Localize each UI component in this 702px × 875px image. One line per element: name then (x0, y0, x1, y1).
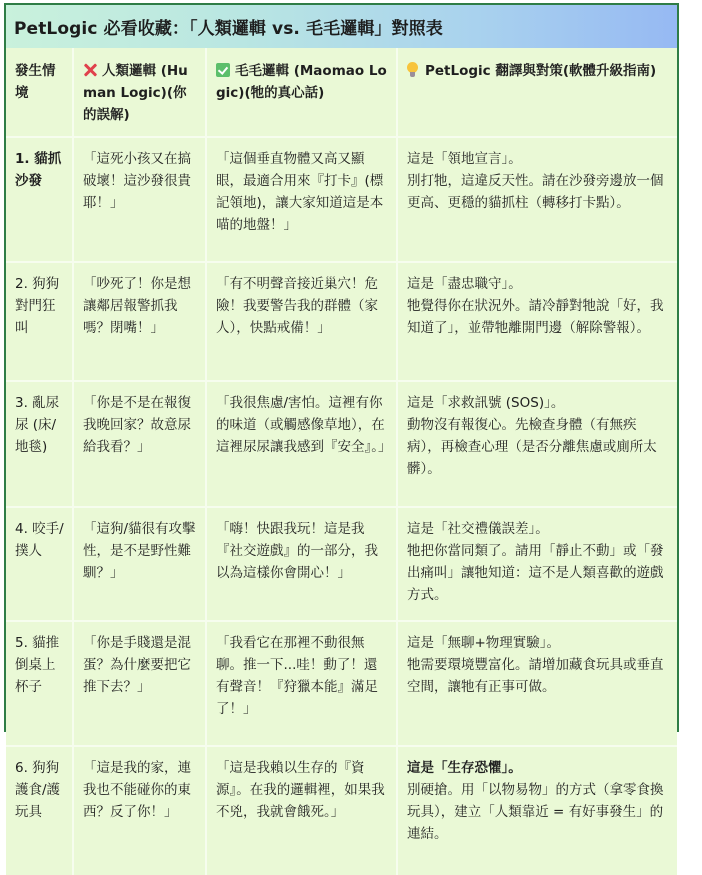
pet-logic-cell: 「這個垂直物體又高又顯眼，最適合用來『打卡』(標記領地)，讓大家知道這是本喵的地盤！」 (206, 137, 397, 262)
header-advice-label: PetLogic 翻譯與對策(軟體升級指南) (425, 63, 657, 79)
header-advice (397, 48, 677, 137)
advice-lead: 這是「盡忠職守」。 (407, 276, 522, 292)
human-logic-cell: 「這狗/貓很有攻擊性，是不是野性難馴？」 (73, 507, 206, 621)
header-human-logic-label: 人類邏輯 (Human Logic)(你的誤解) (83, 63, 188, 123)
pet-logic-cell: 「我看它在那裡不動很無聊。推一下...哇！動了！還有聲音！『狩獵本能』滿足了！」 (206, 621, 397, 746)
human-logic-cell: 「這是我的家，連我也不能碰你的東西？反了你！」 (73, 746, 206, 875)
advice-body: 牠覺得你在狀況外。請冷靜對牠說「好，我知道了」，並帶牠離開門邊（解除警報）。 (407, 298, 664, 336)
table-row (6, 381, 677, 507)
comparison-table (6, 48, 677, 875)
advice-lead: 這是「無聊+物理實驗」。 (407, 635, 561, 651)
table-row (6, 507, 677, 621)
advice-lead: 這是「社交禮儀誤差」。 (407, 521, 549, 537)
header-pet-logic (206, 48, 397, 137)
scenario-cell: 3. 亂尿尿 (床/地毯) (6, 381, 73, 507)
table-row (6, 746, 677, 875)
check-mark-icon (216, 63, 230, 77)
table-row (6, 621, 677, 746)
page-title: PetLogic 必看收藏：「人類邏輯 vs. 毛毛邏輯」對照表 (14, 19, 443, 39)
pet-logic-cell: 「我很焦慮/害怕。這裡有你的味道（或觸感像草地），在這裡尿尿讓我感到『安全』。」 (206, 381, 397, 507)
title-bar (6, 5, 677, 48)
scenario-cell: 1. 貓抓沙發 (6, 137, 73, 262)
scenario-cell: 5. 貓推倒桌上杯子 (6, 621, 73, 746)
table-row (6, 137, 677, 262)
pet-logic-cell: 「這是我賴以生存的『資源』。在我的邏輯裡，如果我不兇，我就會餓死。」 (206, 746, 397, 875)
header-scenario-label: 發生情境 (15, 63, 56, 101)
advice-cell (397, 746, 677, 875)
scenario-cell: 6. 狗狗護食/護玩具 (6, 746, 73, 875)
pet-logic-cell: 「嗨！快跟我玩！這是我『社交遊戲』的一部分，我以為這樣你會開心！」 (206, 507, 397, 621)
advice-body: 牠把你當同類了。請用「靜止不動」或「發出痛叫」讓牠知道：這不是人類喜歡的遊戲方式。 (407, 543, 664, 603)
table-row (6, 262, 677, 381)
comparison-card (4, 3, 679, 842)
advice-cell (397, 137, 677, 262)
human-logic-cell: 「這死小孩又在搞破壞！這沙發很貴耶！」 (73, 137, 206, 262)
advice-body: 別硬搶。用「以物易物」的方式（拿零食換玩具），建立「人類靠近 = 有好事發生」的連結。 (407, 782, 664, 842)
human-logic-cell: 「你是手賤還是混蛋？為什麼要把它推下去？」 (73, 621, 206, 746)
advice-cell (397, 381, 677, 507)
advice-cell (397, 621, 677, 746)
advice-body: 別打牠，這違反天性。請在沙發旁邊放一個更高、更穩的貓抓柱（轉移打卡點）。 (407, 173, 664, 211)
human-logic-cell: 「你是不是在報復我晚回家？故意尿給我看？」 (73, 381, 206, 507)
pet-logic-cell: 「有不明聲音接近巢穴！危險！我要警告我的群體（家人），快點戒備！」 (206, 262, 397, 381)
advice-body: 牠需要環境豐富化。請增加藏食玩具或垂直空間，讓牠有正事可做。 (407, 657, 664, 695)
cross-mark-icon (83, 63, 97, 77)
advice-body: 動物沒有報復心。先檢查身體（有無疾病），再檢查心理（是否分離焦慮或廁所太髒）。 (407, 417, 657, 477)
scenario-cell: 4. 咬手/撲人 (6, 507, 73, 621)
advice-lead: 這是「求救訊號 (SOS)」。 (407, 395, 565, 411)
advice-cell (397, 262, 677, 381)
lightbulb-icon (407, 62, 418, 77)
header-scenario (6, 48, 73, 137)
advice-lead: 這是「生存恐懼」。 (407, 760, 522, 776)
scenario-cell: 2. 狗狗對門狂叫 (6, 262, 73, 381)
header-pet-logic-label: 毛毛邏輯 (Maomao Logic)(牠的真心話) (216, 63, 387, 101)
table-header-row (6, 48, 677, 137)
advice-cell (397, 507, 677, 621)
advice-lead: 這是「領地宣言」。 (407, 151, 522, 167)
human-logic-cell: 「吵死了！你是想讓鄰居報警抓我嗎？閉嘴！」 (73, 262, 206, 381)
header-human-logic (73, 48, 206, 137)
